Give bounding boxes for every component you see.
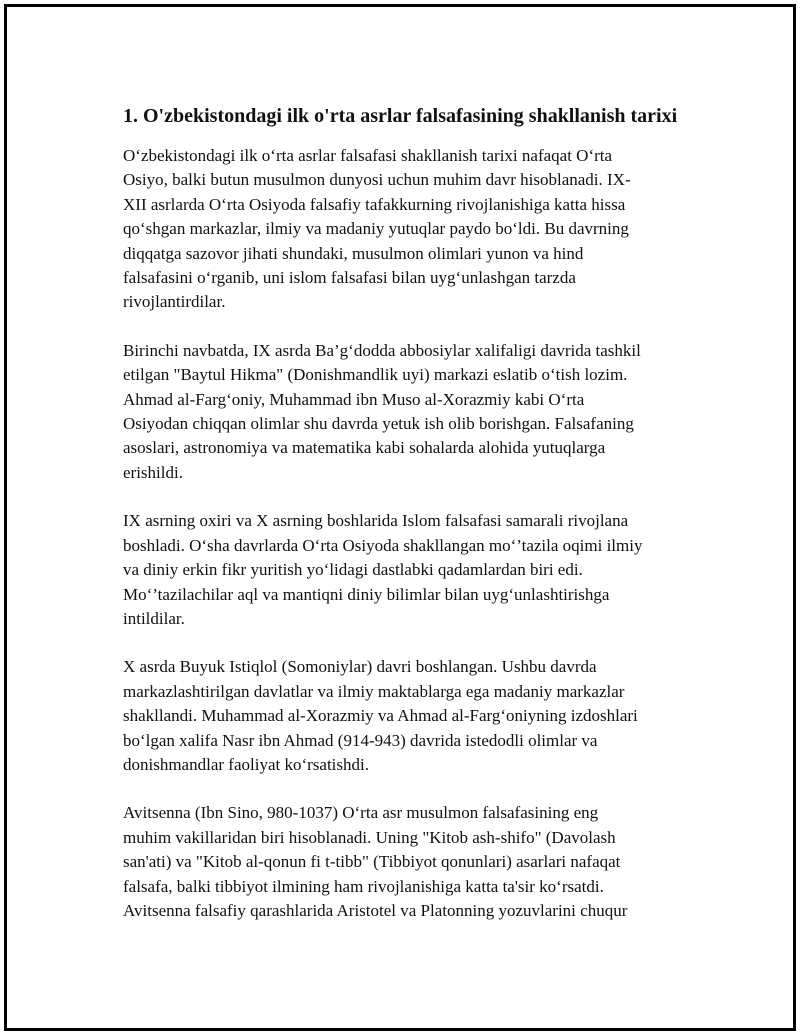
paragraph-1: O‘zbekistondagi ilk o‘rta asrlar falsafasi shakllanish tarixi nafaqat O‘rta Osiyo, balki butun musulmon dunyosi uchun muhim davr hisoblanadi. IX- XII asrlarda O‘rta Osiyoda falsafiy tafakkurning rivojlanishiga katta hissa qo‘shgan markazlar, ilmiy va madaniy yutuqlar paydo bo‘ldi. Bu davrning diqqatga sazovor jihati shundaki, musulmon olimlari yunon va hind falsafasini o‘rganib, uni islom falsafasi bilan uyg‘unlashgan tarzda rivojlantirdilar. — [123, 146, 631, 312]
document-body — [121, 102, 681, 947]
section-heading: 1. O'zbekistondagi ilk o'rta asrlar falsafasining shakllanish tarixi — [123, 105, 678, 127]
paragraph-3: IX asrning oxiri va X asrning boshlarida Islom falsafasi samarali rivojlana boshladi. O‘sha davrlarda O‘rta Osiyoda shakllangan mo‘’tazila oqimi ilmiy va diniy erkin fikr yuritish yo‘lidagi dastlabki qadamlardan biri edi. Mo‘’tazilachilar aql va mantiqni diniy bilimlar bilan uyg‘unlashtirishga intildilar. — [123, 511, 643, 628]
paragraph-5: Avitsenna (Ibn Sino, 980-1037) O‘rta asr musulmon falsafasining eng muhim vakillaridan biri hisoblanadi. Uning "Kitob ash-shifo" (Davolash san'ati) va "Kitob al-qonun fi t-tibb" (Tibbiyot qonunlari) asarlari nafaqat falsafa, balki tibbiyot ilmining ham rivojlanishiga katta ta'sir ko‘rsatdi. Avitsenna falsafiy qarashlarida Aristotel va Platonning yozuvlarini chuqur — [123, 803, 628, 920]
paragraph-2: Birinchi navbatda, IX asrda Ba’g‘dodda abbosiylar xalifaligi davrida tashkil etilgan "Baytul Hikma" (Donishmandlik uyi) markazi eslatib o‘tish lozim. Ahmad al-Farg‘oniy, Muhammad ibn Muso al-Xorazmiy kabi O‘rta Osiyodan chiqqan olimlar shu davrda yetuk ish olib borishgan. Falsafaning asoslari, astronomiya va matematika kabi sohalarda alohida yutuqlarga erishildi. — [123, 340, 641, 482]
page-frame — [4, 4, 796, 1031]
paragraph-4: X asrda Buyuk Istiqlol (Somoniylar) davri boshlangan. Ushbu davrda markazlashtirilgan davlatlar va ilmiy maktablarga ega madaniy markazlar shakllandi. Muhammad al-Xorazmiy va Ahmad al-Farg‘oniyning izdoshlari bo‘lgan xalifa Nasr ibn Ahmad (914-943) davrida istedodli olimlar va donishmandlar faoliyat ko‘rsatishdi. — [123, 657, 638, 774]
